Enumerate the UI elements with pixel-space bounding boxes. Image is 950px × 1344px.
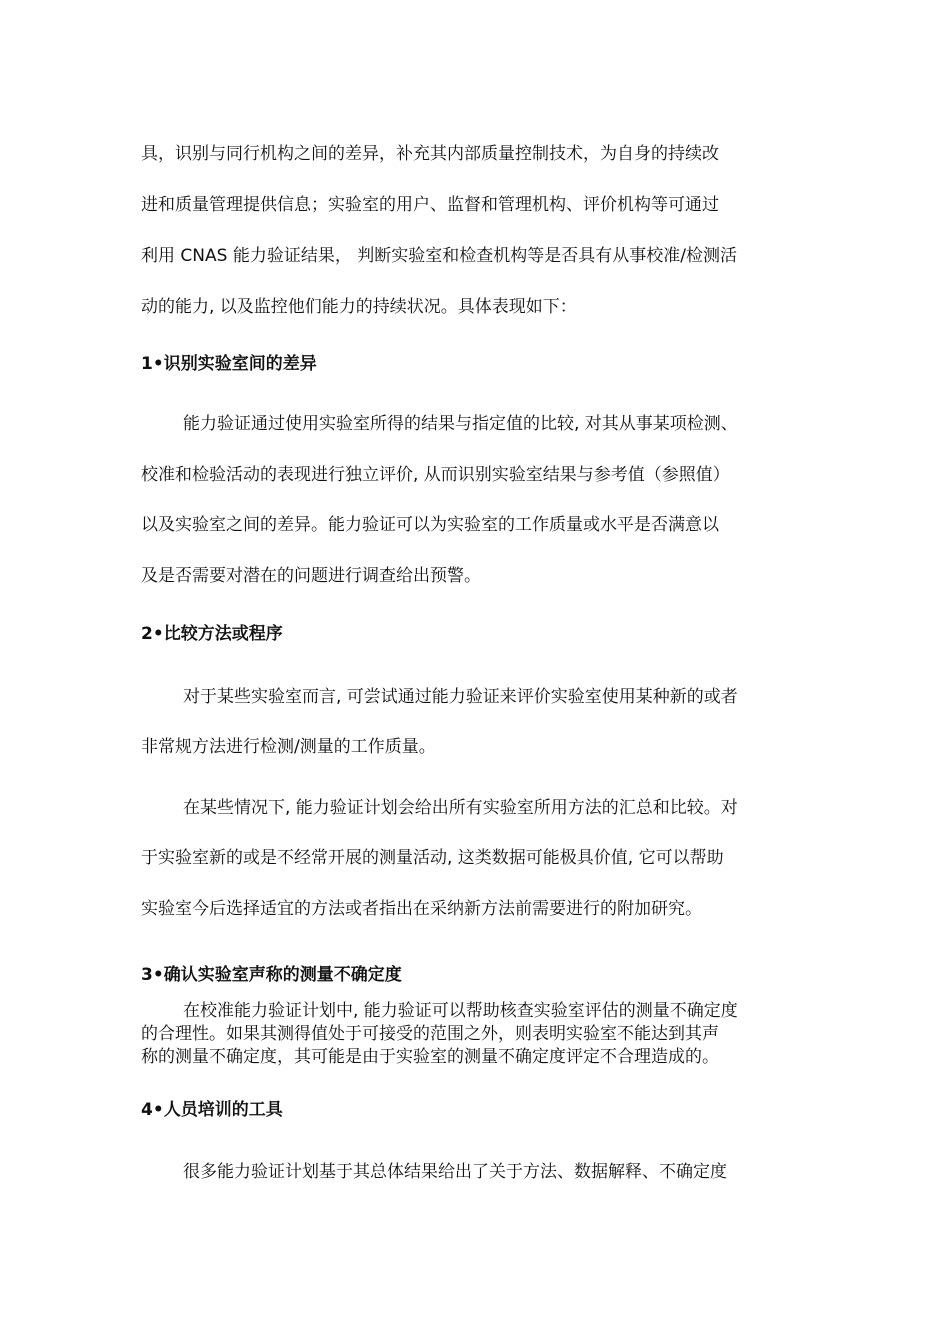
section-3-line-3: 称的测量不确定度，其可能是由于实验室的测量不确定度评定不合理造成的。 <box>141 1047 719 1067</box>
section-4-heading: 4•人员培训的工具 <box>141 1100 283 1120</box>
intro-line-3: 利用 CNAS 能力验证结果， 判断实验室和检查机构等是否具有从事校准/检测活 <box>141 246 737 266</box>
section-1-line-4: 及是否需要对潜在的问题进行调查给出预警。 <box>141 566 481 586</box>
section-1-line-3: 以及实验室之间的差异。能力验证可以为实验室的工作质量或水平是否满意以 <box>141 515 719 535</box>
section-1-heading: 1•识别实验室间的差异 <box>141 354 317 374</box>
section-1-line-2: 校准和检验活动的表现进行独立评价, 从而识别实验室结果与参考值（参照值） <box>141 465 730 485</box>
section-3-heading: 3•确认实验室声称的测量不确定度 <box>141 965 402 985</box>
section-2-para-2-line-3: 实验室今后选择适宜的方法或者指出在采纳新方法前需要进行的附加研究。 <box>141 899 702 919</box>
section-3-line-1: 在校准能力验证计划中, 能力验证可以帮助核查实验室评估的测量不确定度 <box>183 1001 738 1021</box>
section-4-line-1: 很多能力验证计划基于其总体结果给出了关于方法、数据解释、不确定度 <box>183 1162 727 1182</box>
section-2-para-1-line-1: 对于某些实验室而言, 可尝试通过能力验证来评价实验室使用某种新的或者 <box>183 687 738 707</box>
section-2-para-1-line-2: 非常规方法进行检测/测量的工作质量。 <box>141 737 436 757</box>
section-2-para-2-line-1: 在某些情况下, 能力验证计划会给出所有实验室所用方法的汇总和比较。对 <box>183 798 738 818</box>
section-3-line-2: 的合理性。如果其测得值处于可接受的范围之外，则表明实验室不能达到其声 <box>141 1024 719 1044</box>
section-2-heading: 2•比较方法或程序 <box>141 624 283 644</box>
intro-line-2: 进和质量管理提供信息；实验室的用户、监督和管理机构、评价机构等可通过 <box>141 195 719 215</box>
intro-line-4: 动的能力, 以及监控他们能力的持续状况。具体表现如下： <box>141 297 577 317</box>
section-2-para-2-line-2: 于实验室新的或是不经常开展的测量活动, 这类数据可能极具价值, 它可以帮助 <box>141 848 724 868</box>
intro-line-1: 具，识别与同行机构之间的差异，补充其内部质量控制技术，为自身的持续改 <box>141 144 719 164</box>
section-1-line-1: 能力验证通过使用实验室所得的结果与指定值的比较, 对其从事某项检测、 <box>183 414 738 434</box>
